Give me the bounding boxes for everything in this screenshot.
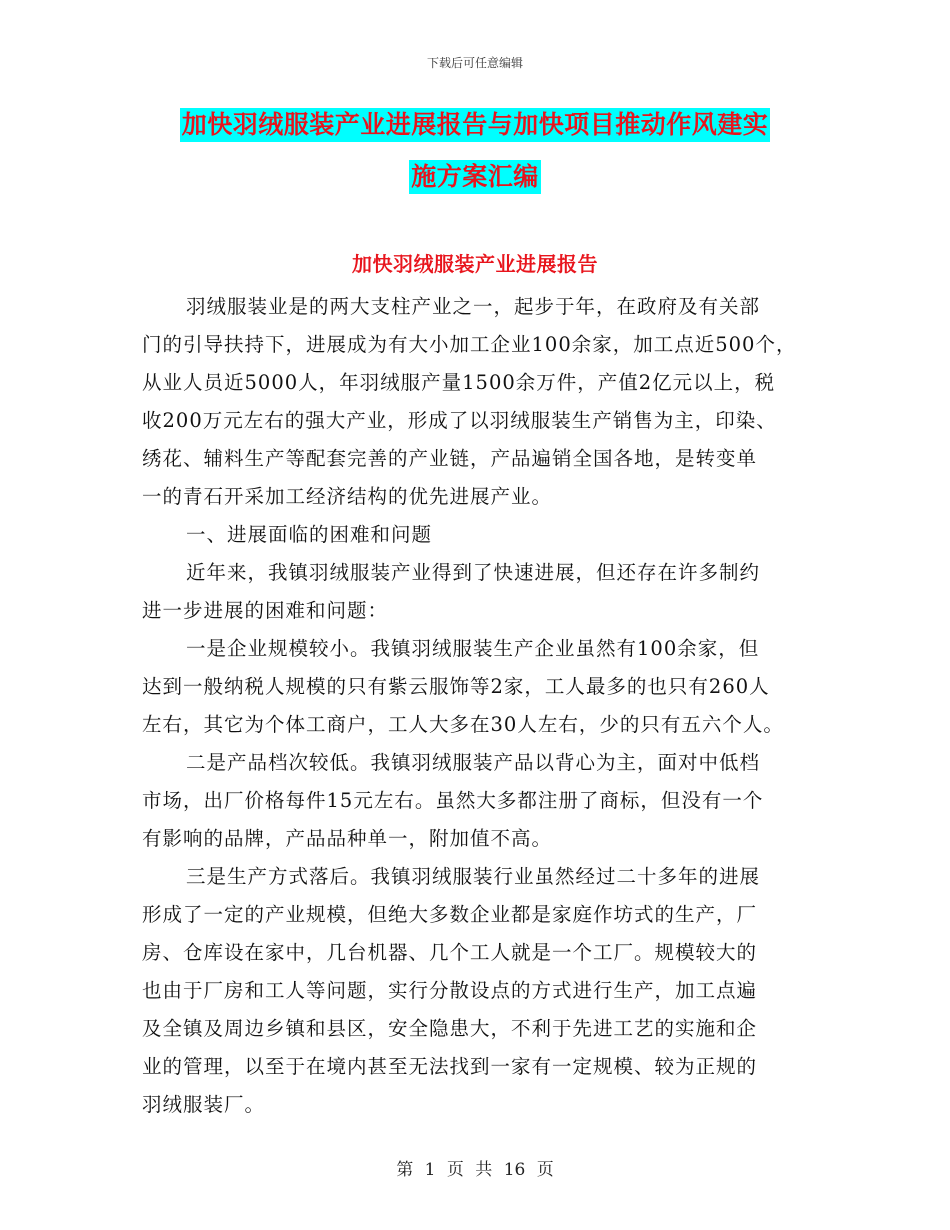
text-line: 从业人员近5000人，年羽绒服产量1500余万件，产值2亿元以上，税 xyxy=(142,371,776,394)
text-line: 一的青石开采加工经济结构的优先进展产业。 xyxy=(142,485,553,508)
text-line: 近年来，我镇羽绒服装产业得到了快速进展，但还存在许多制约 xyxy=(186,561,761,584)
title-line-2: 施方案汇编 xyxy=(409,160,541,194)
text-line: 绣花、辅料生产等配套完善的产业链，产品遍销全国各地，是转变单 xyxy=(142,447,758,470)
paragraph-recent xyxy=(142,554,822,630)
text-line: 一是企业规模较小。我镇羽绒服装生产企业虽然有100余家，但 xyxy=(186,637,760,660)
title-line-1: 加快羽绒服装产业进展报告与加快项目推动作风建实 xyxy=(180,108,771,142)
header-note: 下载后可任意编辑 xyxy=(426,56,523,70)
text-line: 二是产品档次较低。我镇羽绒服装产品以背心为主，面对中低档 xyxy=(186,751,761,774)
text-line: 一、进展面临的困难和问题 xyxy=(186,523,433,546)
paragraph-intro xyxy=(142,288,822,516)
paragraph-scale xyxy=(142,630,822,744)
text-line: 有影响的品牌，产品品种单一，附加值不高。 xyxy=(142,827,553,850)
section-title: 加快羽绒服装产业进展报告 xyxy=(352,252,598,276)
text-line: 羽绒服装业是的两大支柱产业之一，起步于年，在政府及有关部 xyxy=(186,295,761,318)
text-line: 收200万元左右的强大产业，形成了以羽绒服装生产销售为主，印染、 xyxy=(142,409,777,432)
text-line: 达到一般纳税人规模的只有紫云服饰等2家，工人最多的也只有260人 xyxy=(142,675,770,698)
text-line: 进一步进展的困难和问题： xyxy=(142,599,389,622)
document-title xyxy=(0,108,950,212)
text-line: 羽绒服装厂。 xyxy=(142,1093,266,1116)
paragraph-production xyxy=(142,858,822,1124)
text-line: 及全镇及周边乡镇和县区，安全隐患大，不利于先进工艺的实施和企 xyxy=(142,1017,758,1040)
text-line: 门的引导扶持下，进展成为有大小加工企业100余家，加工点近500个， xyxy=(142,333,797,356)
paragraph-heading-problems xyxy=(142,516,822,554)
body-text xyxy=(142,288,822,1124)
text-line: 左右，其它为个体工商户，工人大多在30人左右，少的只有五六个人。 xyxy=(142,713,784,736)
text-line: 形成了一定的产业规模，但绝大多数企业都是家庭作坊式的生产，厂 xyxy=(142,903,758,926)
text-line: 业的管理，以至于在境内甚至无法找到一家有一定规模、较为正规的 xyxy=(142,1055,758,1078)
paragraph-grade xyxy=(142,744,822,858)
text-line: 房、仓库设在家中，几台机器、几个工人就是一个工厂。规模较大的 xyxy=(142,941,758,964)
text-line: 也由于厂房和工人等问题，实行分散设点的方式进行生产，加工点遍 xyxy=(142,979,758,1002)
text-line: 市场，出厂价格每件15元左右。虽然大多都注册了商标，但没有一个 xyxy=(142,789,764,812)
text-line: 三是生产方式落后。我镇羽绒服装行业虽然经过二十多年的进展 xyxy=(186,865,761,888)
page-footer: 第 1 页 共 16 页 xyxy=(396,1160,554,1180)
